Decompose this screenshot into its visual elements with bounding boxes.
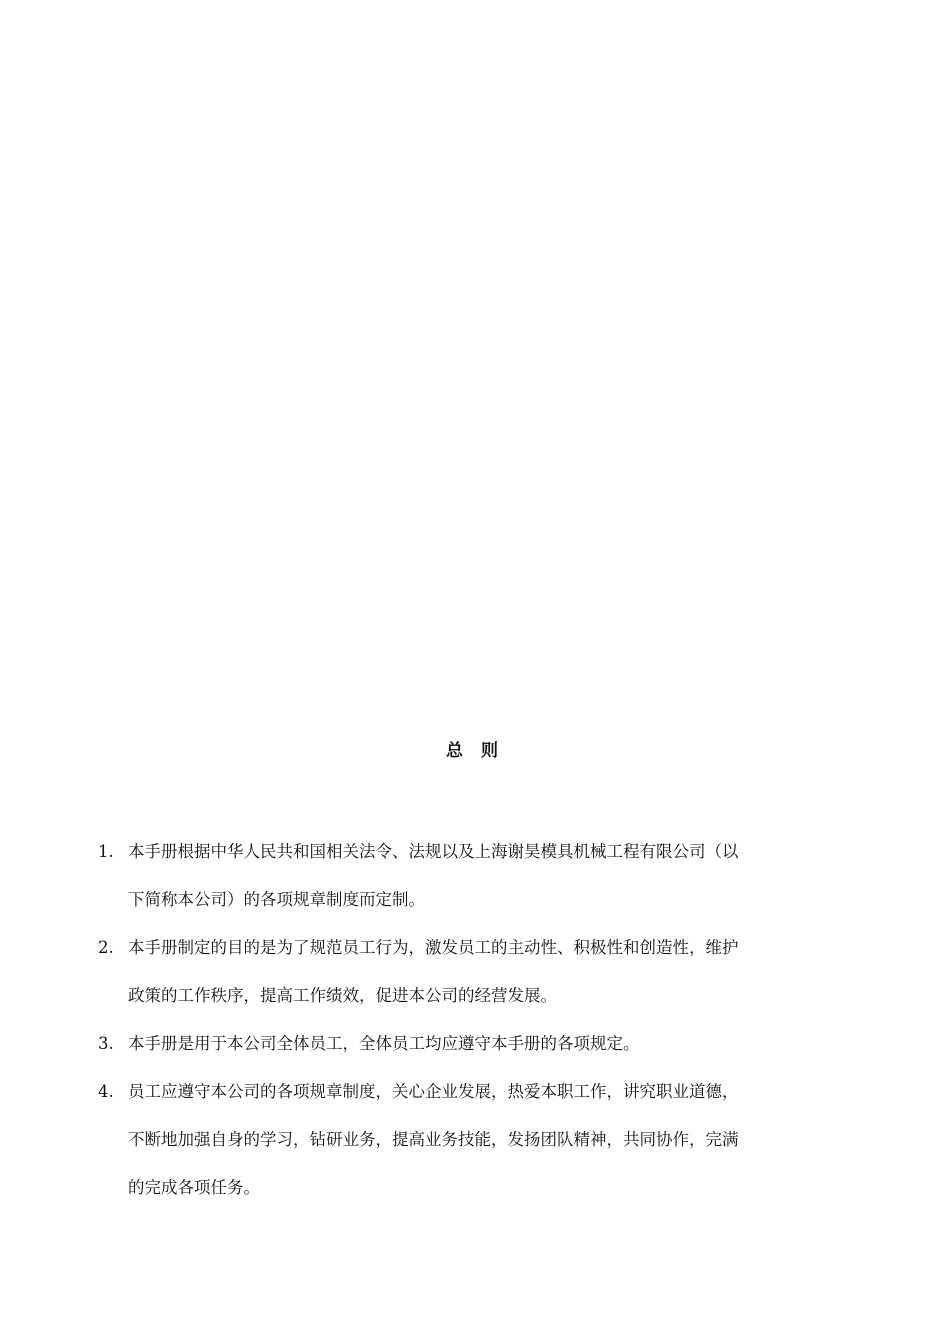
item-text-line: 政策的工作秩序，提高工作绩效，促进本公司的经营发展。 [128,986,557,1005]
item-number: 1. [98,842,114,861]
item-text-line: 的完成各项任务。 [128,1178,260,1197]
list-item [98,1020,858,1068]
item-text [128,1020,858,1068]
item-number: 3. [98,1034,114,1053]
list-item [98,828,858,924]
item-text-line: 员工应遵守本公司的各项规章制度，关心企业发展，热爱本职工作，讲究职业道德， [128,1082,739,1101]
list-item [98,1068,858,1212]
item-text [128,924,858,1020]
item-text-line: 本手册制定的目的是为了规范员工行为，激发员工的主动性、积极性和创造性，维护 [128,938,739,957]
item-text [128,828,858,924]
item-text-line: 不断地加强自身的学习，钻研业务，提高业务技能，发扬团队精神，共同协作，完满 [128,1130,739,1149]
item-number: 4. [98,1082,114,1101]
item-text-line: 本手册是用于本公司全体员工，全体员工均应遵守本手册的各项规定。 [128,1034,640,1053]
item-text-line: 下简称本公司）的各项规章制度而定制。 [128,890,425,909]
item-text [128,1068,858,1212]
item-number: 2. [98,938,114,957]
rules-list [98,828,858,1212]
section-title: 总 则 [446,741,504,761]
list-item [98,924,858,1020]
item-text-line: 本手册根据中华人民共和国相关法令、法规以及上海谢昊模具机械工程有限公司（以 [128,842,739,861]
